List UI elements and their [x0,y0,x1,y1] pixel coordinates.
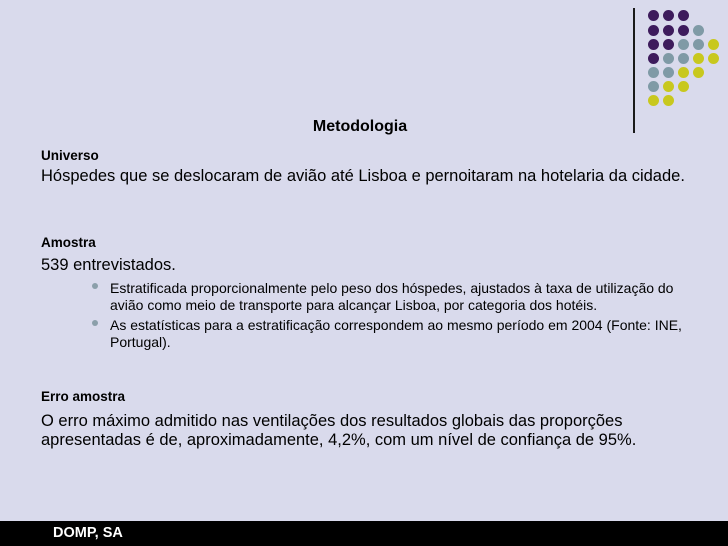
bullet-list-amostra [92,280,692,354]
dot [663,25,674,36]
list-item [92,280,692,313]
dot [693,25,704,36]
dot [693,39,704,50]
dot [648,39,659,50]
section-text-universo: Hóspedes que se deslocaram de avião até Lisboa e pernoitaram na hotelaria da cidade. [41,167,685,185]
dot [648,53,659,64]
dot [648,95,659,106]
dot [648,25,659,36]
slide-title [0,118,728,136]
dot [648,81,659,92]
slide-title-text: Metodologia [312,118,408,135]
bullet-icon [92,283,98,289]
dot [693,67,704,78]
dot [708,53,719,64]
dot [663,67,674,78]
list-item-text: As estatísticas para a estratificação correspondem ao mesmo período em 2004 (Fonte: INE, Portugal). [110,317,682,350]
bullet-icon [92,320,98,326]
dot [663,39,674,50]
dot [663,81,674,92]
dot [663,95,674,106]
list-item [92,317,692,350]
dot [708,39,719,50]
divider-line [633,8,635,133]
dot [663,10,674,21]
section-text-amostra: 539 entrevistados. [41,256,176,274]
dot [678,81,689,92]
dot [678,25,689,36]
dot [663,53,674,64]
list-item-text: Estratificada proporcionalmente pelo peso dos hóspedes, ajustados à taxa de utilização do avião como meio de transporte para alcançar Lisboa, por categoria dos hotéis. [110,280,674,313]
section-text-erro: O erro máximo admitido nas ventilações dos resultados globais das proporções apresentadas é de, aproximadamente, 4,2%, com um nível de confiança de 95%. [41,412,637,449]
footer-text: DOMP, SA [53,525,123,541]
dot [648,67,659,78]
decorative-dot-grid [646,10,726,106]
dot [678,39,689,50]
section-heading-amostra: Amostra [41,235,96,250]
dot [678,10,689,21]
dot [648,10,659,21]
dot [678,53,689,64]
section-heading-erro: Erro amostra [41,389,126,404]
section-heading-universo: Universo [41,148,99,163]
footer-bar [0,521,728,546]
dot [693,53,704,64]
dot [678,67,689,78]
